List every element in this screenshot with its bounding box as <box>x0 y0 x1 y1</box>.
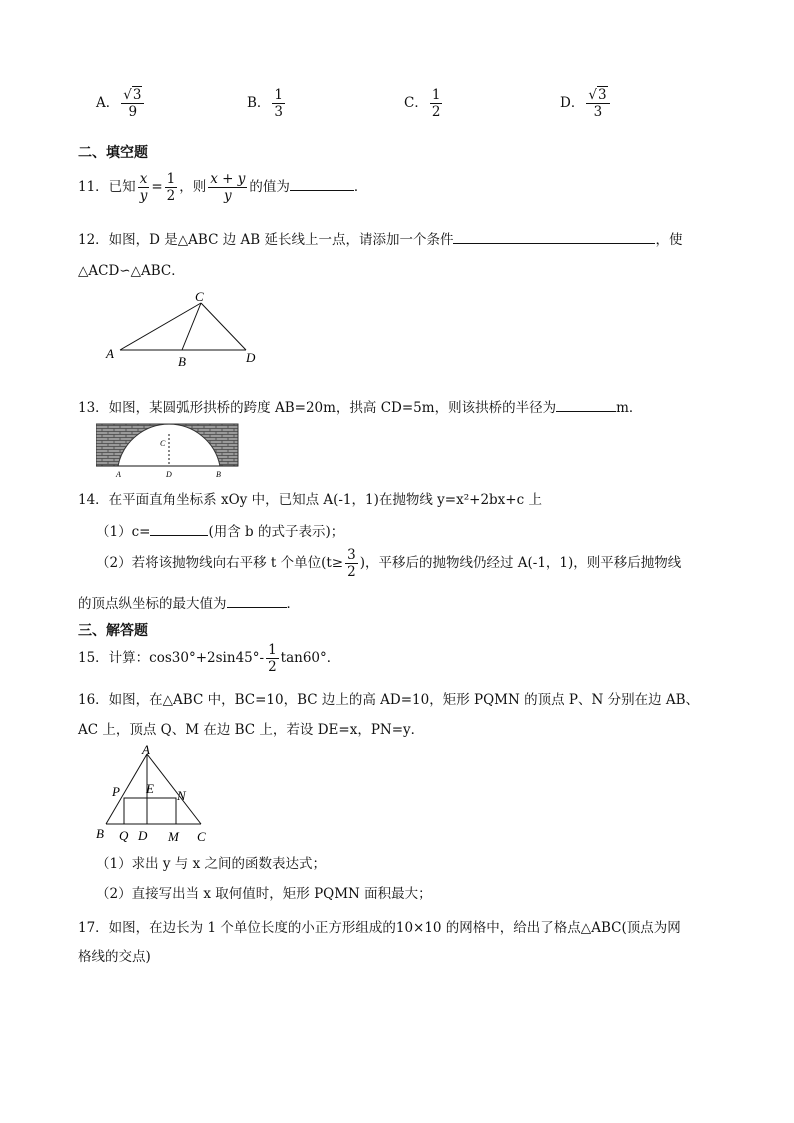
fig16-label-m: M <box>168 829 179 844</box>
question-14-line-3 <box>78 592 300 612</box>
fig16-label-e: E <box>146 781 154 796</box>
fig12-label-c: C <box>195 289 204 304</box>
option-a-radicand: 3 <box>132 87 142 103</box>
q14-part2-blank[interactable] <box>227 593 287 608</box>
question-14-part-2 <box>96 548 681 579</box>
fig16-label-c: C <box>197 829 206 844</box>
q11-f2-num: 1 <box>166 171 176 187</box>
option-a-den: 9 <box>128 104 138 121</box>
q14-line3-text: 的顶点纵坐标的最大值为 <box>78 596 227 612</box>
q15-den: 2 <box>268 659 277 676</box>
fig13-label-b: B <box>216 470 221 479</box>
figure-12-triangle <box>100 288 270 370</box>
figure-16-triangle-rectangle <box>94 742 220 846</box>
bridge-wall <box>96 424 238 466</box>
question-16-sub-2: （2）直接写出当 x 取何值时，矩形 PQMN 面积最大； <box>96 886 432 902</box>
question-17-line-1: 17．如图，在边长为 1 个单位长度的小正方形组成的10×10 的网格中，给出了格点△ABC(顶点为网 <box>78 920 681 936</box>
fig13-label-c: C <box>160 439 166 448</box>
option-b-label: B． <box>247 95 271 112</box>
q14-p2-den: 2 <box>347 564 356 581</box>
option-b-num: 1 <box>274 87 284 103</box>
figure-12-lines <box>120 303 246 350</box>
q13-text: 13．如图，某圆弧形拱桥的跨度 AB=20m，拱高 CD=5m，则该拱桥的半径为 <box>78 400 557 416</box>
q11-end: ． <box>353 179 368 196</box>
fig16-label-a: A <box>142 742 150 757</box>
q12-answer-blank[interactable] <box>453 229 655 244</box>
fig12-label-d: D <box>246 350 256 365</box>
option-b <box>247 88 287 119</box>
question-11 <box>78 172 367 203</box>
q11-fraction-half <box>165 172 178 203</box>
q11-mid: ，则 <box>179 179 207 196</box>
option-c-den: 2 <box>431 104 441 121</box>
option-a-fraction: $\frac{√3}{9}$ <box>121 88 144 119</box>
question-14-line-1: 14．在平面直角坐标系 xOy 中，已知点 A(-1，1)在抛物线 y=x²+2bx+c 上 <box>78 492 542 508</box>
question-16-line-1: 16．如图，在△ABC 中，BC=10，BC 边上的高 AD=10，矩形 PQMN 的顶点 P、N 分别在边 AB、 <box>78 692 700 708</box>
question-14-part-1 <box>96 520 344 540</box>
question-12-line-2: △ACD∽△ABC． <box>78 263 185 279</box>
option-d-fraction: $\frac{√3}{3}$ <box>586 88 609 119</box>
option-c-fraction <box>430 88 443 119</box>
q12-line1-text: 12．如图，D 是△ABC 边 AB 延长线上一点，请添加一个条件 <box>78 232 454 248</box>
q13-answer-blank[interactable] <box>556 397 616 412</box>
question-12-line-1 <box>78 228 682 248</box>
fig16-label-d: D <box>138 828 148 843</box>
q11-f3-den: y <box>223 188 232 205</box>
q12-line1-end: ，使 <box>655 232 683 248</box>
q11-f1-den: y <box>139 188 148 205</box>
option-a-label: A． <box>96 95 120 112</box>
fig12-label-b: B <box>178 354 186 369</box>
q11-answer-blank[interactable] <box>290 176 354 191</box>
question-16-sub-1: （1）求出 y 与 x 之间的函数表达式； <box>96 856 326 872</box>
fig16-label-n: N <box>177 788 186 803</box>
q14-p2-prefix: （2）若将该抛物线向右平移 t 个单位(t≥ <box>96 555 344 572</box>
q11-f2-den: 2 <box>166 188 176 205</box>
q11-f1-num: x <box>138 172 150 188</box>
question-15 <box>78 643 340 674</box>
option-c <box>404 88 444 119</box>
question-13 <box>78 396 642 416</box>
q11-fraction-x-over-y <box>138 172 150 203</box>
fig13-label-a: A <box>116 470 121 479</box>
section-fill-blank-heading: 二、填空题 <box>78 145 148 161</box>
option-d-radicand: 3 <box>597 87 607 103</box>
q14-p2-suffix: )，平移后的抛物线仍经过 A(-1，1)，则平移后抛物线 <box>359 555 682 572</box>
option-b-fraction <box>272 88 285 119</box>
q11-suffix: 的值为 <box>249 179 290 196</box>
figure-13-arch-bridge <box>96 422 242 482</box>
q11-prefix: 11．已知 <box>78 179 136 196</box>
q15-fraction-half <box>266 643 279 674</box>
q15-prefix: 15．计算：cos30°+2sin45°- <box>78 650 265 667</box>
option-c-num: 1 <box>431 87 441 103</box>
q13-end: m． <box>616 400 643 416</box>
option-d-den: 3 <box>593 104 603 121</box>
option-c-label: C． <box>404 95 428 112</box>
q11-fraction-sum <box>208 172 247 203</box>
section-answer-heading: 三、解答题 <box>78 623 148 639</box>
q14-fraction-three-halves <box>345 548 358 579</box>
option-d-label: D． <box>560 95 585 112</box>
q14-line3-end: ． <box>286 596 300 612</box>
fig12-label-a: A <box>106 346 114 361</box>
q14-p1-suffix: (用含 b 的式子表示)； <box>208 524 345 540</box>
fig16-label-b: B <box>96 826 104 841</box>
q14-p1-prefix: （1）c= <box>96 524 151 540</box>
q15-num: 1 <box>268 642 277 658</box>
q11-f3-num: x + y <box>210 171 246 187</box>
option-b-den: 3 <box>274 104 284 121</box>
q14-part1-blank[interactable] <box>150 521 208 536</box>
fig16-label-q: Q <box>119 828 129 843</box>
fig13-label-d: D <box>166 470 172 479</box>
option-d <box>560 88 612 119</box>
question-17-line-2: 格线的交点) <box>78 949 151 965</box>
q14-p2-num: 3 <box>347 547 356 563</box>
question-16-line-2: AC 上，顶点 Q、M 在边 BC 上，若设 DE=x，PN=y． <box>78 722 425 738</box>
fig16-label-p: P <box>112 784 120 799</box>
option-a <box>96 88 146 119</box>
q15-suffix: tan60°． <box>280 650 341 667</box>
q11-eq: = <box>151 179 163 196</box>
